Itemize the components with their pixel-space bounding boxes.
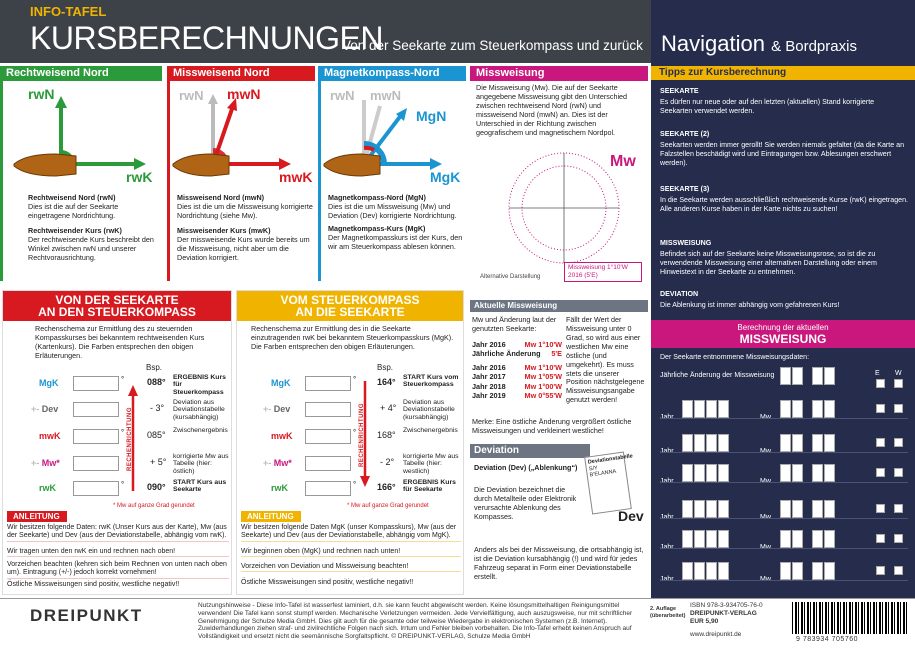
- mwn-label: mwN: [227, 86, 261, 102]
- row-label-mwk: mwK: [39, 431, 61, 441]
- term-mgn-text: Dies ist die um Missweisung (Mw) und Deviation (Dev) korrigierte Nordrichtung.: [328, 201, 457, 220]
- tipp-item: [660, 185, 908, 214]
- year-digit-box[interactable]: [682, 434, 693, 452]
- w-checkbox[interactable]: [894, 404, 903, 413]
- row-label-dev-text: Dev: [273, 404, 291, 414]
- tipps-title: Tipps zur Kursberechnung: [651, 66, 915, 80]
- year-digit-box[interactable]: [706, 562, 717, 580]
- panel-title: [0, 66, 162, 81]
- year-digit-box[interactable]: [694, 400, 705, 418]
- aktuelle-panel: [470, 300, 648, 440]
- input-dev[interactable]: [305, 402, 351, 417]
- row-value: Mw 1°00'W: [524, 381, 562, 391]
- worksheet-change-label: Jährliche Änderung der Missweisung: [660, 372, 775, 379]
- note-mw: korrigierte Mw aus Tabelle (hier: westlich): [403, 453, 459, 475]
- year-digit-box[interactable]: [706, 434, 717, 452]
- term-mgn: Magnetkompass-Nord (MgN): [328, 193, 426, 202]
- panel-border: [0, 81, 3, 281]
- deviation-title: Deviation: [470, 444, 590, 458]
- e-checkbox[interactable]: [876, 566, 885, 575]
- w-checkbox[interactable]: [894, 534, 903, 543]
- row-label-dev-text: Dev: [41, 404, 59, 414]
- panel-missweisung: [470, 66, 648, 292]
- row-year: Jahr 2019: [472, 391, 506, 401]
- direction-arrowhead: [360, 476, 370, 487]
- plusminus-icon: +-: [263, 404, 272, 414]
- box-intro: Rechenschema zur Ermittlung des in die Seekarte einzutragenden rwK bei bekanntem Steuerkompasskurs (MgK). Die Farben entsprechen den obigen Erläuterungen.: [251, 324, 454, 351]
- table-row: [472, 363, 562, 372]
- bsp-val-dev: + 4°: [380, 403, 397, 413]
- worksheet-row: [660, 498, 908, 520]
- row-divider: [660, 418, 908, 419]
- minute-digit-box[interactable]: [812, 500, 823, 518]
- panel-title: [167, 66, 315, 81]
- footnote: * Mw auf ganze Grad gerundet: [347, 503, 429, 509]
- panel-title-text: Missweisung: [476, 67, 545, 79]
- table-row: [472, 372, 562, 381]
- row-label-dev: [31, 404, 58, 415]
- plusminus-icon: +-: [31, 458, 40, 468]
- rwn-gray-label: rwN: [179, 88, 204, 103]
- direction-label: RECHENRICHTUNG: [127, 407, 133, 471]
- degree-symbol: °: [121, 428, 125, 437]
- term-mwk: Missweisender Kurs (mwK): [177, 225, 271, 235]
- rwn-arrowhead-gray: [208, 94, 218, 104]
- row-label-mwk: mwK: [271, 431, 293, 441]
- year-digit-box[interactable]: [706, 400, 717, 418]
- e-checkbox[interactable]: [876, 404, 885, 413]
- anleitung-label: ANLEITUNG: [241, 511, 301, 522]
- aktuelle-intro: Mw und Änderung laut der genutzten Seekarte:: [472, 315, 557, 333]
- input-mgk[interactable]: [73, 376, 119, 391]
- tipp-item: [660, 130, 908, 167]
- row-divider: [660, 482, 908, 483]
- panel-rechtweisend: [0, 66, 162, 286]
- header-label: INFO-TAFEL: [30, 4, 107, 19]
- panel-title: [318, 66, 466, 81]
- input-rwk[interactable]: [73, 481, 119, 496]
- year-digit-box[interactable]: [682, 530, 693, 548]
- input-mwk[interactable]: [73, 429, 119, 444]
- row-label-mw: [263, 458, 292, 469]
- mgn-label: MgN: [416, 108, 447, 124]
- barcode-number: 9 783934 705760: [796, 636, 858, 643]
- year-digit-box[interactable]: [694, 500, 705, 518]
- box-title-2: AN DIE SEEKARTE: [295, 305, 405, 319]
- minute-digit-box[interactable]: [812, 530, 823, 548]
- input-dev[interactable]: [73, 402, 119, 417]
- year-digit-box[interactable]: [694, 562, 705, 580]
- footer-notes: Nutzungshinweise - Diese Info-Tafel ist wasserfest laminiert, d.h. sie kann feucht abgewischt werden. Keine lösungsmittelhaltigen Reinigungsmittel verwenden! Die Tafel kann sonst stumpf werden. Mechanische Verletzungen vermeiden. Jede Vervielfältigung, auch auszugsweise, nur mit schriftlicher Genehmigung der Schulze Media GmbH. Dies gilt auch für die gesamte oder teilweise Wiedergabe in elektronischen Systemen (z.B. Internet). Zuwiderhandlungen ziehen straf- und zivilrechtliche Folgen nach sich. Irrtum und Fehler bleiben vorbehalten. Die Info-Tafel erhebt keinen Anspruch auf Vollständigkeit und ersetzt nicht die seemännische Sorgfaltspflicht. © DREIPUNKT-VERLAG, Schulze Media GmbH: [198, 602, 633, 641]
- e-checkbox[interactable]: [876, 534, 885, 543]
- page-title: KURSBERECHNUNGEN: [30, 20, 383, 56]
- step-4: Östliche Missweisungen sind positiv, westliche negativ!!: [7, 581, 229, 589]
- worksheet-row: [660, 462, 908, 484]
- row-value: Mw 0°55'W: [524, 391, 562, 401]
- year-digit-box[interactable]: [718, 464, 729, 482]
- term-mwn: Missweisend Nord (mwN): [177, 193, 265, 202]
- row-label-rwk: rwK: [271, 483, 289, 493]
- calc-box-seekarte: [2, 290, 232, 595]
- missweisung-text: Die Missweisung (Mw). Die auf der Seekarte angegebene Missweisung gibt den Unterschied zwischen rechtweisend Nord (rwN) und missweisend Nord (mwN) an. Dies ist der Unterschied in der Richtung zwischen geografischem und magnetischem Nordpol.: [476, 83, 628, 137]
- year-digit-box[interactable]: [682, 464, 693, 482]
- panel-title: [470, 66, 648, 81]
- bsp-val-mwk: 085°: [147, 430, 166, 440]
- row-divider: [660, 452, 908, 453]
- degree-digit-box[interactable]: [780, 562, 791, 580]
- note-mwk: Zwischenergebnis: [403, 427, 458, 434]
- bsp-label: Bsp.: [377, 363, 394, 372]
- box-intro: Rechenschema zur Ermittlung des zu steuernden Kompasskurses bei bekanntem rechtweisenden Kurs (Kartenkurs). Die Farben entsprechen den obigen Erläuterungen.: [35, 324, 205, 360]
- minute-digit-box[interactable]: [812, 464, 823, 482]
- deviation-card: [584, 451, 632, 514]
- w-checkbox[interactable]: [894, 438, 903, 447]
- degree-digit-box[interactable]: [780, 400, 791, 418]
- row-year: Jahr 2018: [472, 381, 506, 391]
- term-mgk: Magnetkompass-Kurs (MgK): [328, 223, 426, 233]
- worksheet-change-row: [660, 367, 908, 389]
- step-3: Vorzeichen beachten (kehren sich beim Rechnen von unten nach oben um). Eintragung (+/-) jedoch korrekt vornehmen!: [7, 561, 229, 579]
- page-subtitle: Von der Seekarte zum Steuerkompass und zurück: [342, 38, 643, 53]
- plusminus-icon: +-: [263, 458, 272, 468]
- worksheet-w: W: [895, 370, 902, 377]
- deviation-def: Die Deviation bezeichnet die durch Metallteile oder Elektronik verursachte Ablenkung des Kompasses.: [474, 485, 577, 521]
- bsp-val-mw: + 5°: [150, 457, 167, 467]
- footnote: * Mw auf ganze Grad gerundet: [113, 503, 195, 509]
- row-year: Jahr 2016: [472, 340, 506, 349]
- panel-border: [318, 81, 321, 281]
- worksheet-row: [660, 398, 908, 420]
- input-rwk[interactable]: [305, 481, 351, 496]
- series-title-suffix: & Bordpraxis: [771, 38, 857, 55]
- table-row: [472, 340, 562, 349]
- minute-digit-box[interactable]: [812, 562, 823, 580]
- tipp-text: Befindet sich auf der Seekarte keine Missweisungsrose, so ist die zu verwendende Missweisung einer alternativen Darstellung oder einem Hinweistext in der Seekarte zu entnehmen.: [660, 249, 877, 276]
- step-1: Wir besitzen folgende Daten: rwK (Unser Kurs aus der Karte), Mw (aus der Seekarte) und Dev (aus der Deviationstabelle, abhängig vom rwK).: [7, 524, 229, 542]
- e-checkbox[interactable]: [876, 468, 885, 477]
- panel-missweisend: [167, 66, 315, 286]
- note-dev: Deviation aus Deviationstabelle (kursabhängig): [403, 399, 455, 421]
- box-title-2: AN DEN STEUERKOMPASS: [38, 305, 196, 319]
- note-dev: Deviation aus Deviationstabelle (kursabhängig): [173, 399, 225, 421]
- tipp-heading: DEVIATION: [660, 290, 699, 298]
- term-mgk-text: Der Magnetkompasskurs ist der Kurs, den wir am Steuerkompass ablesen können.: [328, 232, 463, 251]
- e-checkbox[interactable]: [876, 438, 885, 447]
- degree-digit-box[interactable]: [780, 367, 791, 385]
- input-mw[interactable]: [73, 456, 119, 471]
- series-title-main: Navigation: [661, 31, 765, 56]
- year-digit-box[interactable]: [682, 400, 693, 418]
- rose-box: Missweisung 1°10'W 2016 (5'E): [564, 262, 642, 282]
- year-digit-box[interactable]: [682, 500, 693, 518]
- term-rwn: Rechtweisend Nord (rwN): [28, 193, 116, 202]
- direction-label: RECHENRICHTUNG: [359, 403, 365, 467]
- term-mwk-text: Der missweisende Kurs wurde bereits um die Missweisung, nicht aber um die Deviation korrigiert.: [177, 234, 310, 262]
- boat-icon: [14, 154, 76, 176]
- bsp-val-mgk: 164°: [377, 377, 396, 387]
- row-label-mw-text: Mw*: [273, 458, 292, 468]
- step-2: Wir tragen unten den rwK ein und rechnen nach oben!: [7, 548, 229, 557]
- worksheet-row: [660, 528, 908, 550]
- row-label-mgk: MgK: [39, 378, 59, 388]
- step-4: Östliche Missweisungen sind positiv, westliche negativ!!: [241, 579, 461, 587]
- mw-angle-arc: [364, 148, 374, 150]
- tipp-item: [660, 290, 908, 310]
- deviation-term: Deviation (Dev) („Ablenkung“): [474, 463, 578, 472]
- minute-digit-box[interactable]: [824, 530, 835, 548]
- e-checkbox[interactable]: [876, 379, 885, 388]
- worksheet-title-1: Berechnung der aktuellen: [737, 323, 829, 332]
- boat-icon: [324, 154, 380, 176]
- rose-caption: Alternative Darstellung: [480, 274, 541, 280]
- year-digit-box[interactable]: [694, 464, 705, 482]
- row-label-mgk: MgK: [271, 378, 291, 388]
- panel-title-text: Missweisend Nord: [173, 67, 270, 79]
- row-divider: [660, 518, 908, 519]
- year-digit-box[interactable]: [718, 400, 729, 418]
- panel-magnetkompass: [318, 66, 466, 286]
- note-mgk: START Kurs vom Steuerkompass: [403, 374, 459, 389]
- mgk-label: MgK: [430, 169, 461, 185]
- year-digit-box[interactable]: [718, 530, 729, 548]
- worksheet-row: [660, 560, 908, 582]
- row-year: Jahr 2017: [472, 372, 506, 382]
- deviation-card-title: Deviationstabelle: [587, 453, 634, 466]
- rwn-arrowhead: [55, 96, 67, 108]
- mw-label: Mw: [610, 153, 636, 170]
- w-checkbox[interactable]: [894, 504, 903, 513]
- deviation-text: Anders als bei der Missweisung, die ortsabhängig ist, ist die Deviation kursabhängig (!) und wird für jedes Fahrzeug separat in Form einer Deviationstabelle erstellt.: [474, 545, 644, 581]
- input-mwk[interactable]: [305, 429, 351, 444]
- price: EUR 5,90: [690, 618, 719, 625]
- degree-symbol: °: [121, 375, 125, 384]
- calc-box-steuerkompass: [236, 290, 464, 595]
- worksheet-e: E: [875, 370, 880, 377]
- minute-digit-box[interactable]: [812, 434, 823, 452]
- degree-digit-box[interactable]: [792, 400, 803, 418]
- box-title-1: VOM STEUERKOMPASS: [280, 293, 420, 307]
- minute-digit-box[interactable]: [824, 562, 835, 580]
- note-rwk: START Kurs aus Seekarte: [173, 479, 227, 494]
- bsp-label: Bsp.: [146, 363, 163, 372]
- tipp-heading: SEEKARTE: [660, 87, 699, 95]
- degree-digit-box[interactable]: [780, 500, 791, 518]
- url: www.dreipunkt.de: [690, 631, 742, 638]
- panel-title-text: Rechtweisend Nord: [6, 67, 109, 79]
- term-rwk-text: Der rechtweisende Kurs beschreibt den Winkel zwischen rwN und unserer Rechtvorausrichtung.: [28, 234, 154, 262]
- bsp-val-mgk: 088°: [147, 377, 166, 387]
- tipp-item: [660, 239, 908, 276]
- year-digit-box[interactable]: [694, 434, 705, 452]
- aktuelle-merke: Merke: Eine östliche Änderung vergrößert östliche Missweisungen und verkleinert westliche!: [472, 417, 632, 435]
- minute-digit-box[interactable]: [812, 367, 823, 385]
- deviation-card-sub: S/Y B'ELANNA: [588, 465, 617, 479]
- minute-digit-box[interactable]: [824, 367, 835, 385]
- year-digit-box[interactable]: [694, 530, 705, 548]
- edition: 2. Auflage (überarbeitet): [650, 606, 686, 619]
- minute-digit-box[interactable]: [824, 464, 835, 482]
- isbn: ISBN 978-3-934705-76-0: [690, 602, 763, 609]
- tipp-item: [660, 87, 908, 116]
- tipp-text: Seekarten werden immer gerollt! Sie werden niemals gefaltet (da die Karte an Falzstellen beschädigt wird und Eintragungen bzw. Ablesungen erschwert werden).: [660, 140, 905, 167]
- tipp-heading: SEEKARTE (2): [660, 130, 710, 138]
- row-value: Mw 1°10'W: [524, 340, 562, 349]
- aktuelle-title: Aktuelle Missweisung: [470, 300, 648, 312]
- aktuelle-side: Fällt der Wert der Missweisung unter 0 Grad, so wird aus einer westlichen Mw eine östliche (und umgekehrt). Es muss stets die unserer Position nächstgelegene Missweisungsangabe genutzt werden!: [566, 315, 645, 405]
- rwn-gray-label: rwN: [330, 88, 355, 103]
- panel-text: [328, 194, 464, 252]
- row-year: Jahr 2016: [472, 362, 506, 372]
- input-mw[interactable]: [305, 456, 351, 471]
- table-row: [472, 382, 562, 391]
- note-mgk: ERGEBNIS Kurs für Steuerkompass: [173, 374, 226, 396]
- year-digit-box[interactable]: [718, 562, 729, 580]
- w-checkbox[interactable]: [894, 379, 903, 388]
- panel-border: [167, 81, 170, 281]
- term-rwk: Rechtweisender Kurs (rwK): [28, 225, 122, 235]
- year-digit-box[interactable]: [706, 464, 717, 482]
- worksheet-row: [660, 432, 908, 454]
- degree-digit-box[interactable]: [780, 464, 791, 482]
- barcode: [792, 602, 907, 634]
- step-3: Vorzeichen von Deviation und Missweisung beachten!: [241, 563, 461, 572]
- degree-digit-box[interactable]: [792, 434, 803, 452]
- row-label-mw-text: Mw*: [41, 458, 60, 468]
- term-rwn-text: Dies ist die auf der Seekarte eingetragene Nordrichtung.: [28, 201, 119, 220]
- degree-symbol: °: [353, 375, 357, 384]
- deviation-panel: [470, 444, 648, 594]
- year-digit-box[interactable]: [706, 500, 717, 518]
- row-label-mw: [31, 458, 60, 469]
- tipp-heading: MISSWEISUNG: [660, 239, 712, 247]
- row-divider: [660, 548, 908, 549]
- input-mgk[interactable]: [305, 376, 351, 391]
- degree-digit-box[interactable]: [792, 500, 803, 518]
- w-checkbox[interactable]: [894, 468, 903, 477]
- panel-text: [28, 194, 158, 262]
- degree-digit-box[interactable]: [792, 367, 803, 385]
- tipp-text: In die Seekarte werden ausschließlich rechtweisende Kurse (rwK) eingetragen. Alle anderen Kurse haben in der Karte nichts zu suchen!: [660, 195, 909, 213]
- tipp-heading: SEEKARTE (3): [660, 185, 710, 193]
- degree-symbol: °: [353, 428, 357, 437]
- year-digit-box[interactable]: [682, 562, 693, 580]
- row-year: Jährliche Änderung: [472, 349, 541, 359]
- w-checkbox[interactable]: [894, 566, 903, 575]
- tipp-text: Es dürfen nur neue oder auf den letzten (aktuellen) Stand korrigierte Seekarten verwendet werden.: [660, 97, 875, 115]
- mwk-label: mwK: [279, 169, 313, 185]
- bsp-val-dev: - 3°: [150, 403, 165, 413]
- row-divider: [660, 580, 908, 581]
- note-rwk: ERGEBNIS Kurs für Seekarte: [403, 479, 456, 494]
- worksheet-title-2: MISSWEISUNG: [739, 332, 827, 346]
- row-value: 5'E: [551, 349, 562, 359]
- bsp-val-rwk: 090°: [147, 482, 166, 492]
- row-value: Mw 1°05'W: [524, 372, 562, 382]
- tipp-text: Die Ablenkung ist immer abhängig vom gefahrenen Kurs!: [660, 300, 840, 309]
- bsp-val-rwk: 166°: [377, 482, 396, 492]
- minute-digit-box[interactable]: [812, 400, 823, 418]
- series-title: [661, 33, 857, 55]
- rwn-label: rwN: [28, 86, 55, 102]
- degree-digit-box[interactable]: [780, 530, 791, 548]
- note-mw: korrigierte Mw aus Tabelle (hier: östlich): [173, 453, 229, 475]
- table-row: [472, 349, 562, 358]
- series-header: [651, 0, 915, 63]
- degree-symbol: °: [353, 480, 357, 489]
- degree-digit-box[interactable]: [780, 434, 791, 452]
- box-title-1: VON DER SEEKARTE: [55, 293, 179, 307]
- table-row: [472, 391, 562, 400]
- year-digit-box[interactable]: [718, 434, 729, 452]
- boat-icon: [173, 154, 229, 176]
- step-2: Wir beginnen oben (MgK) und rechnen nach unten!: [241, 548, 461, 557]
- minute-digit-box[interactable]: [824, 500, 835, 518]
- plusminus-icon: +-: [31, 404, 40, 414]
- degree-symbol: °: [121, 480, 125, 489]
- aktuelle-table: [472, 340, 562, 401]
- direction-arrowhead: [128, 385, 138, 396]
- e-checkbox[interactable]: [876, 504, 885, 513]
- degree-digit-box[interactable]: [792, 530, 803, 548]
- note-mwk: Zwischenergebnis: [173, 427, 228, 434]
- panel-text: [177, 194, 313, 262]
- worksheet-intro: Der Seekarte entnommene Missweisungsdaten:: [660, 354, 810, 361]
- term-mwn-text: Dies ist die um die Missweisung korrigierte Nordrichtung (siehe Mw).: [177, 201, 313, 220]
- panel-title-text: Magnetkompass-Nord: [324, 67, 440, 79]
- bsp-val-mw: - 2°: [380, 457, 395, 467]
- row-value: Mw 1°10'W: [524, 362, 562, 372]
- degree-digit-box[interactable]: [792, 562, 803, 580]
- brand-logo: DREIPUNKT: [30, 606, 143, 625]
- bsp-val-mwk: 168°: [377, 430, 396, 440]
- year-digit-box[interactable]: [706, 530, 717, 548]
- minute-digit-box[interactable]: [824, 434, 835, 452]
- row-label-dev: [263, 404, 290, 415]
- publisher: DREIPUNKT-VERLAG: [690, 610, 757, 617]
- anleitung-label: ANLEITUNG: [7, 511, 67, 522]
- mwn-gray-label: mwN: [370, 88, 402, 103]
- header-bar: [0, 0, 651, 63]
- rwk-label: rwK: [126, 169, 153, 185]
- year-digit-box[interactable]: [718, 500, 729, 518]
- row-label-rwk: rwK: [39, 483, 57, 493]
- degree-digit-box[interactable]: [792, 464, 803, 482]
- dev-label: Dev: [618, 508, 644, 524]
- minute-digit-box[interactable]: [824, 400, 835, 418]
- step-1: Wir besitzen folgende Daten MgK (unser Kompasskurs), Mw (aus der Seekarte) und Dev (aus der Deviationstabelle, abhängig vom MgK).: [241, 524, 461, 542]
